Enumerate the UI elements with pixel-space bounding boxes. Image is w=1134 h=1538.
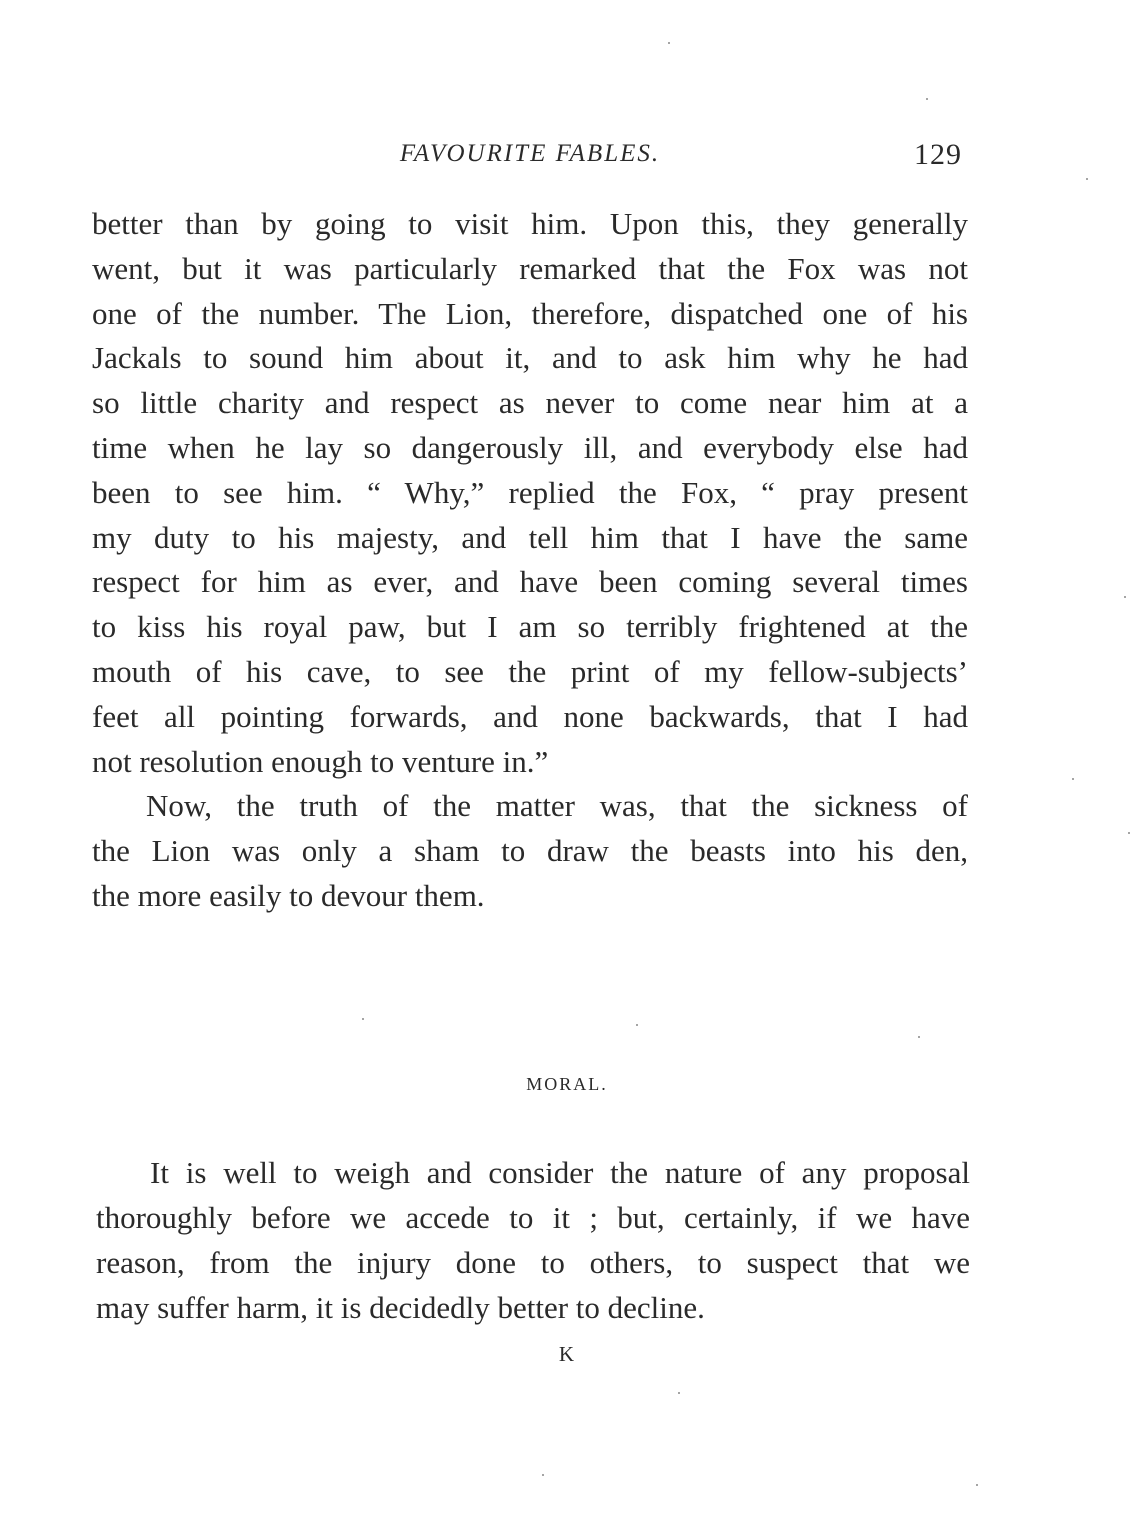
text-line: mouth of his cave, to see the print of my fellow-subjects’: [92, 653, 968, 689]
text-line: reason, from the injury done to others, to suspect that we: [96, 1245, 970, 1280]
moral-heading: MORAL.: [526, 1074, 608, 1094]
scan-speck: [636, 1024, 638, 1026]
text-line: the Lion was only a sham to draw the beasts into his den,: [92, 833, 968, 869]
text-line: feet all pointing forwards, and none backwards, that I had: [92, 698, 968, 734]
text-line: may suffer harm, it is decidedly better to decline.: [96, 1290, 705, 1325]
text-line: one of the number. The Lion, therefore, dispatched one of his: [92, 295, 968, 331]
text-line: It is well to weigh and consider the nature of any proposal: [150, 1155, 970, 1190]
page-number: 129: [914, 138, 962, 171]
text-line: not resolution enough to venture in.”: [92, 743, 549, 779]
text-line: went, but it was particularly remarked that the Fox was not: [92, 250, 968, 286]
running-title: FAVOURITE FABLES.: [399, 140, 661, 167]
scan-speck: [678, 1392, 680, 1394]
scan-speck: [1072, 778, 1074, 780]
running-head: [90, 138, 970, 178]
text-line: been to see him. “ Why,” replied the Fox, “ pray present: [92, 474, 968, 510]
scan-speck: [1086, 178, 1088, 180]
scan-speck: [362, 1018, 364, 1020]
text-line: time when he lay so dangerously ill, and everybody else had: [92, 429, 968, 465]
scan-speck: [668, 42, 670, 44]
text-line: better than by going to visit him. Upon this, they generally: [92, 206, 968, 241]
text-line: respect for him as ever, and have been coming several times: [92, 564, 968, 600]
scan-speck: [926, 98, 928, 100]
fable-body: [92, 202, 968, 919]
scan-speck: [542, 1474, 544, 1476]
moral-paragraph: [96, 1150, 970, 1330]
paragraph-2: [92, 784, 968, 918]
text-line: Now, the truth of the matter was, that the sickness of: [146, 788, 968, 824]
scan-speck: [1128, 832, 1130, 834]
text-line: the more easily to devour them.: [92, 877, 485, 913]
paragraph-1: [92, 202, 968, 784]
text-line: my duty to his majesty, and tell him that I have the same: [92, 519, 968, 555]
scan-speck: [976, 1484, 978, 1486]
text-line: to kiss his royal paw, but I am so terribly frightened at the: [92, 609, 968, 645]
text-line: thoroughly before we accede to it ; but, certainly, if we have: [96, 1200, 970, 1235]
scan-speck: [918, 1036, 920, 1038]
signature-mark: K: [558, 1342, 576, 1366]
scan-speck: [1124, 596, 1126, 598]
text-line: Jackals to sound him about it, and to ask him why he had: [92, 340, 968, 376]
text-line: so little charity and respect as never to come near him at a: [92, 385, 968, 421]
